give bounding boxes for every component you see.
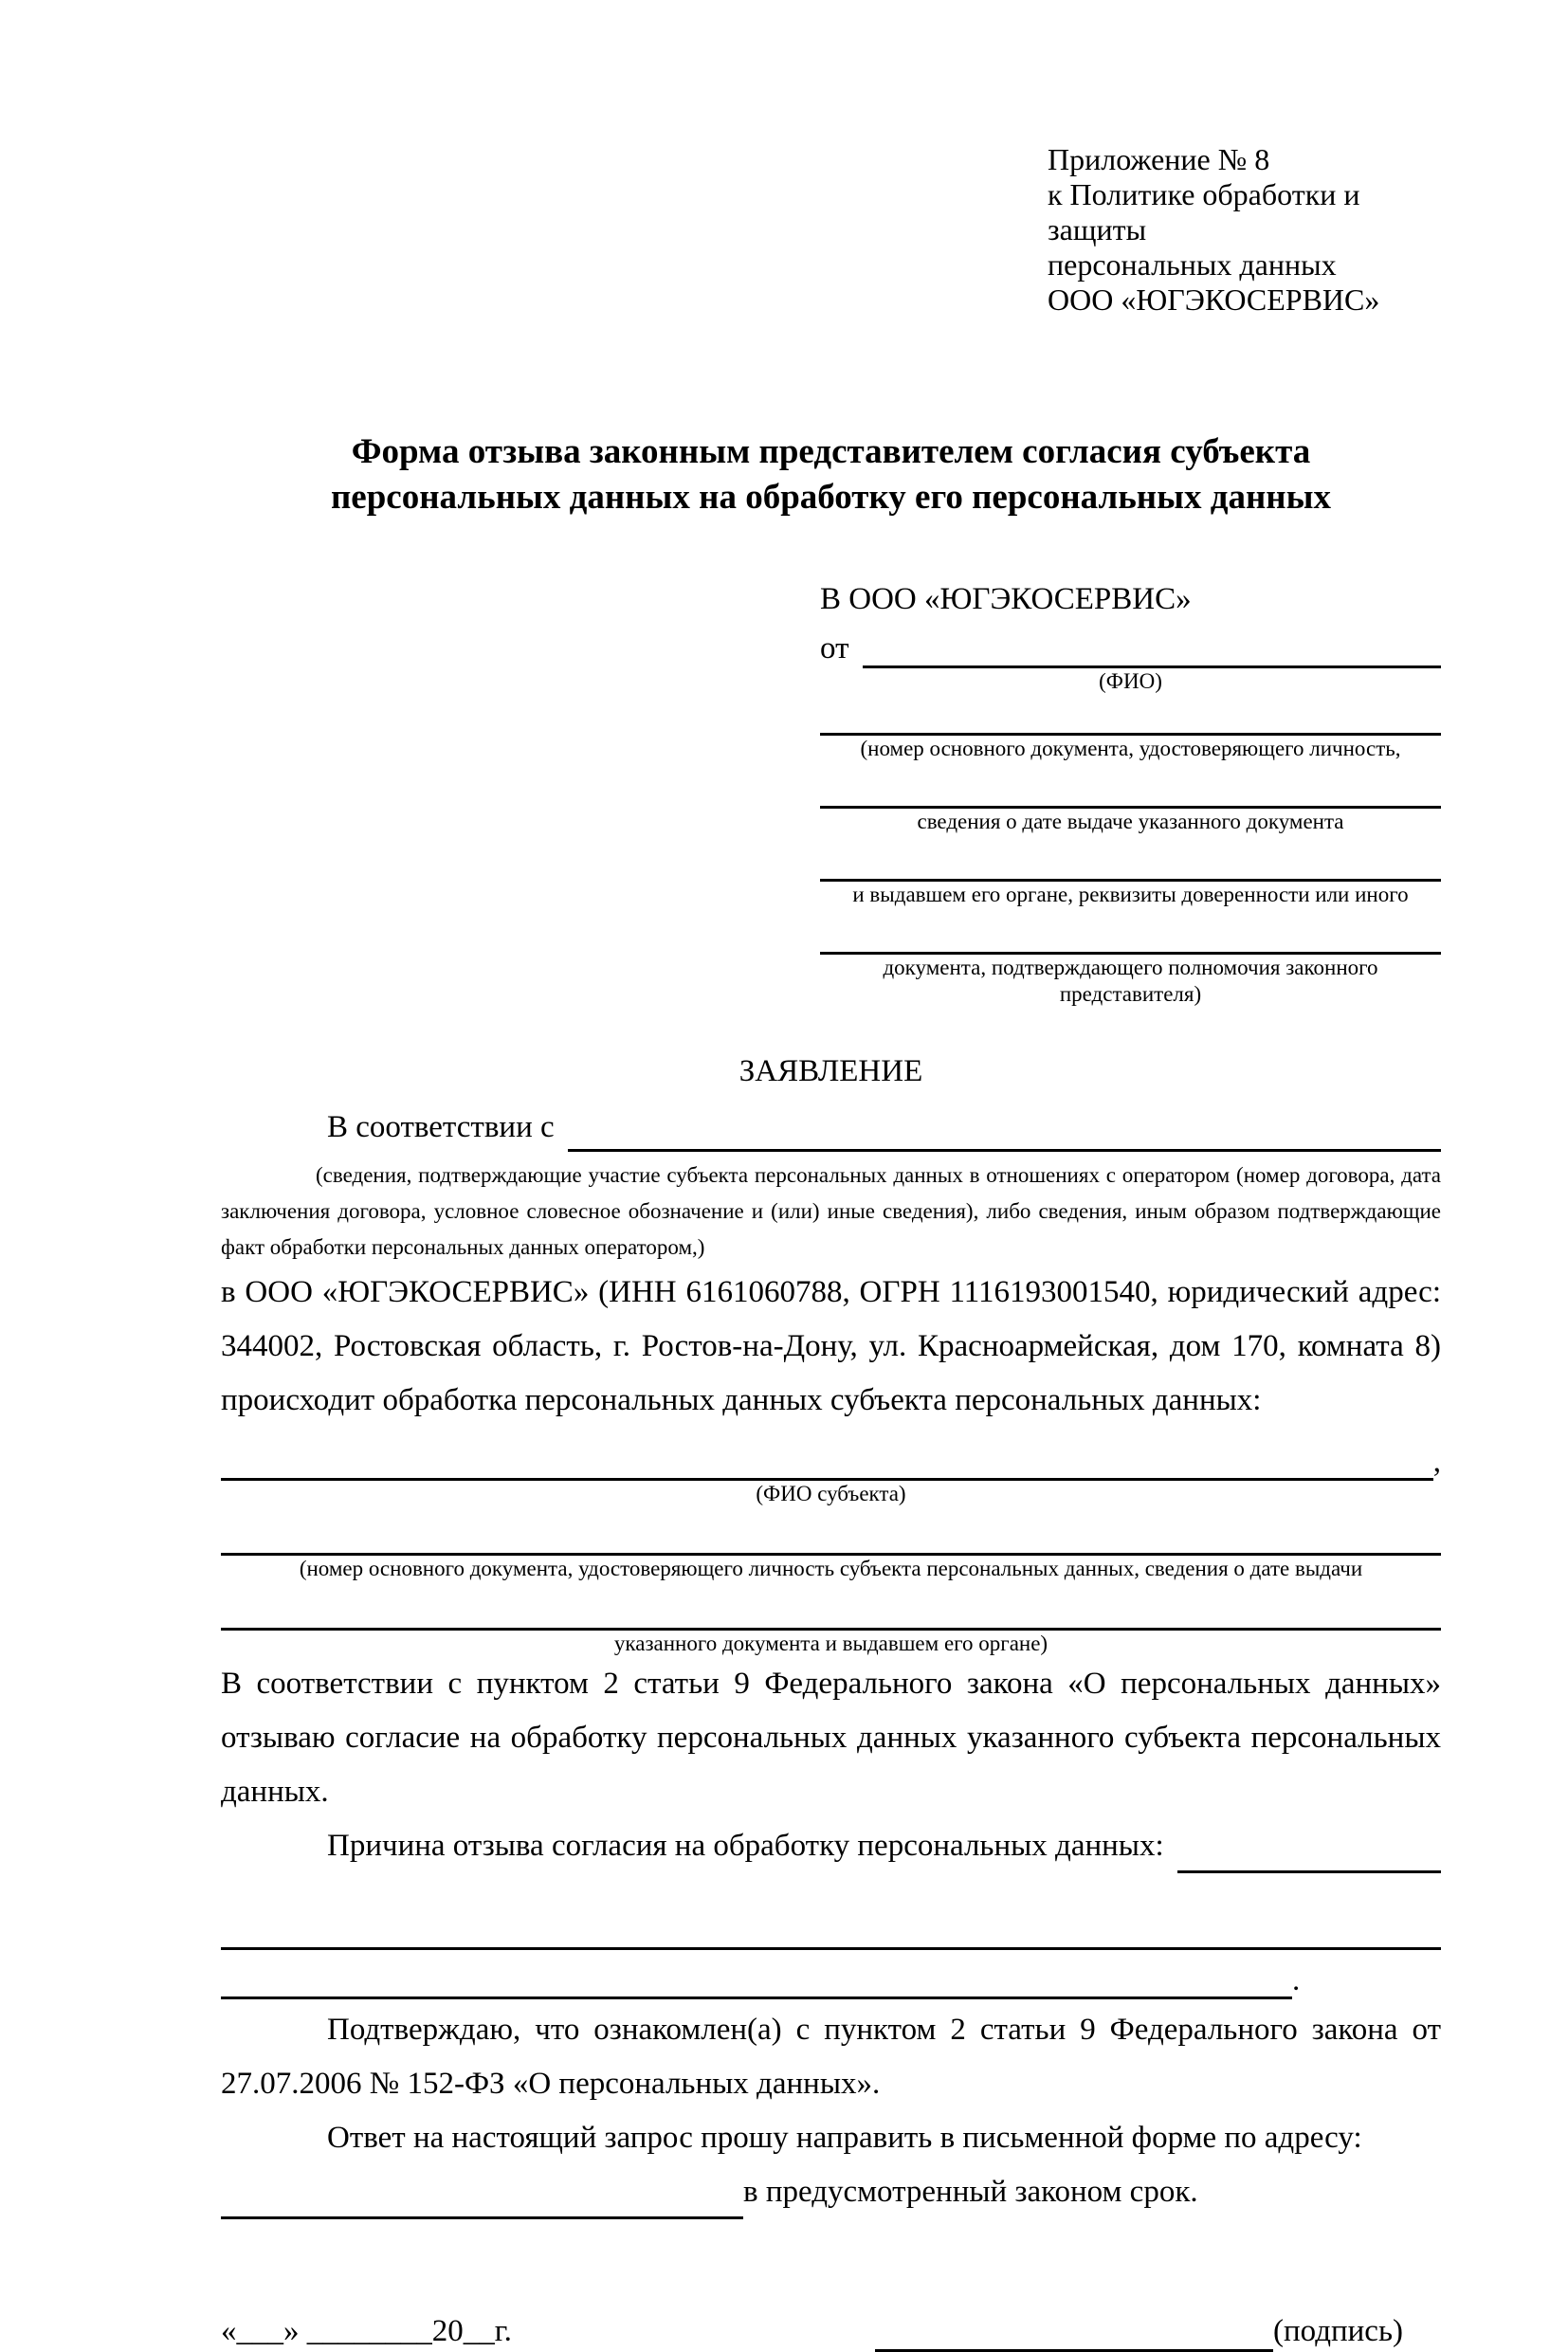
from-label: от: [820, 631, 849, 665]
reason-blank-line-3: [221, 1951, 1292, 1999]
subject-doc-caption-2: указанного документа и выдавшем его органе): [613, 1632, 1048, 1655]
footer-row: [221, 2310, 1441, 2352]
reply-address-row: [221, 2165, 1441, 2219]
reason-row: [221, 1819, 1441, 1873]
addressee-to: В ООО «ЮГЭКОСЕРВИС»: [820, 582, 1192, 616]
signature-group: [875, 2310, 1403, 2352]
subject-doc-caption-1: (номер основного документа, удостоверяющего личность субъекта персональных данных, сведения о дате выдачи: [299, 1557, 1363, 1580]
appendix-line-4: ООО «ЮГЭКОСЕРВИС»: [1048, 283, 1380, 317]
reason-blank-line-2: [221, 1896, 1441, 1950]
operator-paragraph: в ООО «ЮГЭКОСЕРВИС» (ИНН 6161060788, ОГРН 1116193001540, юридический адрес: 344002, Ростовская область, г. Ростов-на-Дону, ул. Красноармейская, дом 170, комната 8) происходит обработка персональных данных субъекта персональных данных:: [221, 1275, 1441, 1417]
intro-prefix: В соответствии с: [327, 1110, 555, 1144]
appendix-line-2: к Политике обработки и защиты: [1048, 177, 1360, 246]
signature-caption: (подпись): [1273, 2314, 1403, 2348]
authority-document-caption: документа, подтверждающего полномочия законного представителя): [883, 956, 1378, 1006]
signature-blank-line: [875, 2313, 1273, 2352]
subject-fio-caption: (ФИО субъекта): [756, 1482, 906, 1505]
reason-label: Причина отзыва согласия на обработку персональных данных:: [327, 1829, 1164, 1863]
addressee-block: [820, 579, 1441, 1008]
authority-document-blank-line: [820, 908, 1441, 955]
subject-fio-blank-line: [221, 1444, 1433, 1481]
fio-caption: (ФИО): [1099, 669, 1162, 693]
issue-date-caption: сведения о дате выдаче указанного документа: [917, 810, 1344, 833]
reply-paragraph: Ответ на настоящий запрос прошу направить в письменной форме по адресу:: [327, 2121, 1362, 2155]
confirm-paragraph: Подтверждаю, что ознакомлен(а) с пунктом 2 статьи 9 Федерального закона от 27.07.2006 № 152-ФЗ «О персональных данных».: [221, 2013, 1441, 2101]
reason-blank-line: [1177, 1827, 1441, 1873]
document-title: [221, 429, 1441, 520]
issuing-authority-blank-line: [820, 835, 1441, 882]
appendix-header: [1048, 142, 1441, 318]
appendix-line-3: персональных данных: [1048, 247, 1337, 282]
intro-blank-line: [568, 1107, 1441, 1152]
trailing-period: .: [1292, 1963, 1301, 1997]
addressee-from-row: [820, 629, 1441, 668]
subject-fio-row: [221, 1443, 1441, 1481]
intro-caption: (сведения, подтверждающие участие субъекта персональных данных в отношениях с оператором (номер договора, дата заключения договора, условное словесное обозначение и (или) иные сведения), либо сведения, иным образом подтверждающие факт обработки персональных данных оператором,): [221, 1163, 1441, 1259]
from-blank-line: [863, 631, 1442, 668]
reason-blank-row-3: [221, 1950, 1441, 1999]
appendix-line-1: Приложение № 8: [1048, 142, 1270, 176]
trailing-comma: ,: [1432, 1445, 1441, 1479]
statement-heading: ЗАЯВЛЕНИЕ: [738, 1054, 923, 1088]
withdraw-paragraph: В соответствии с пунктом 2 статьи 9 Федерального закона «О персональных данных» отзываю согласие на обработку персональных данных указанного субъекта персональных данных.: [221, 1667, 1441, 1809]
subject-doc-blank-line-1: [221, 1507, 1441, 1556]
doc-number-caption: (номер основного документа, удостоверяющего личность,: [860, 737, 1401, 760]
issue-date-blank-line: [820, 762, 1441, 809]
reply-address-blank-line: [221, 2173, 743, 2219]
doc-number-blank-line: [820, 695, 1441, 736]
subject-doc-blank-line-2: [221, 1582, 1441, 1631]
issuing-authority-caption: и выдавшем его органе, реквизиты доверенности или иного: [852, 883, 1409, 906]
reply-suffix: в предусмотренный законом срок.: [743, 2175, 1198, 2209]
intro-row: [221, 1103, 1441, 1152]
date-line: «___» ________20__г.: [221, 2314, 512, 2348]
title-line-2: персональных данных на обработку его персональных данных: [330, 478, 1331, 517]
title-line-1: Форма отзыва законным представителем согласия субъекта: [351, 432, 1311, 471]
